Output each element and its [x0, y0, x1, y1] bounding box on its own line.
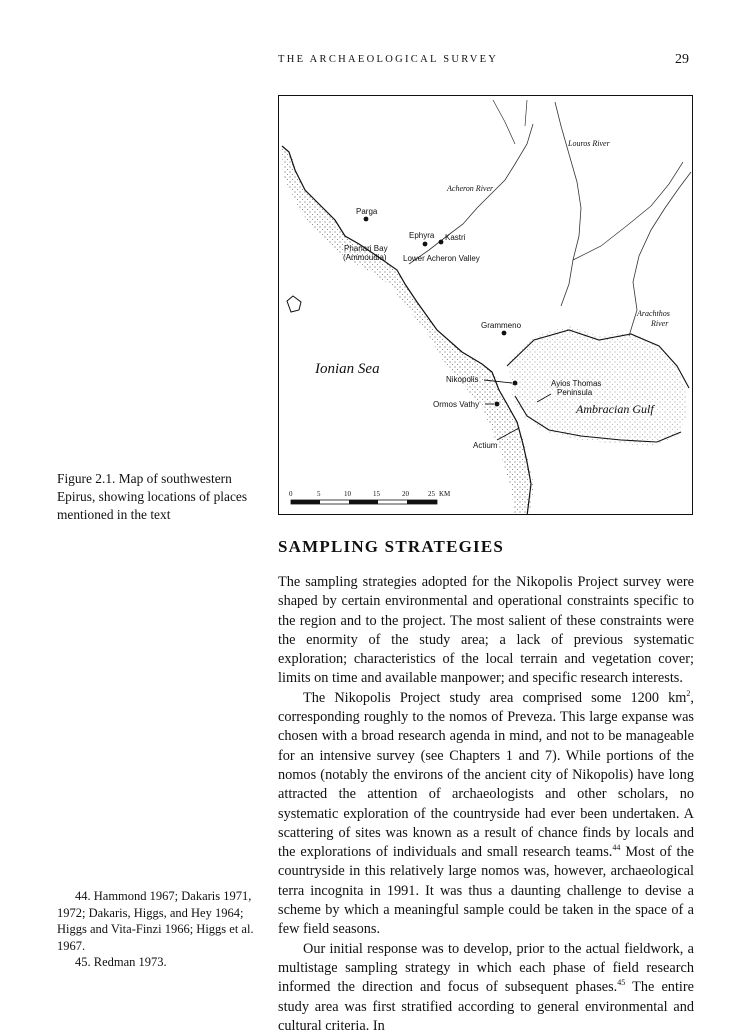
footnote-45: 45. Redman 1973. [75, 955, 167, 970]
footnote-ref-44: 44 [612, 843, 621, 853]
arachthos-label: Arachthos [637, 309, 670, 318]
scale-tick-25: 25 [428, 490, 435, 498]
ionian-sea-label: Ionian Sea [315, 361, 380, 377]
peninsula-label: Peninsula [557, 388, 593, 397]
kastri-label: Kastri [445, 233, 466, 242]
figure-caption: Figure 2.1. Map of southwestern Epirus, showing locations of places mentioned in the text [57, 471, 248, 522]
island [287, 296, 301, 312]
ephyra-label: Ephyra [409, 231, 435, 240]
arachthos-river-label: River [651, 319, 669, 328]
coastline [282, 146, 531, 515]
paragraph-2: The Nikopolis Project study area comprised some 1200 $km^2$, corresponding roughly to the nomos of Preveza. This large expanse was chosen with a broad research agenda in mind, and not to be manageable for an intensive survey (see Chapters 1 and 7). While portions of the nomos (notably the environs of the ancient city of Nikopolis) have long attracted the attention of archaeologists and other scholars, no systematic exploration of the countryside had ever been undertaken. A scattering of sites was known as a result of chance finds by locals and the explorations of individuals and small research teams.$^{44}$ Most of the countryside in this relatively large nomos was, however, archaeological terra incognita in 1991. It was thus a daunting challenge to devise a scheme by which a meaningful sample could be taken in the space of a few field seasons. [278, 689, 695, 938]
grammeno-dot [502, 331, 507, 336]
footnote-ref-45: 45 [617, 978, 626, 988]
phanari-bay-label: Phanari Bay [344, 244, 388, 253]
louros-river [555, 102, 581, 306]
lower-acheron-label: Lower Acheron Valley [403, 254, 480, 263]
footnote-44: 44. Hammond 1967; Dakaris 1971, 1972; Dakaris, Higgs, and Hey 1964; Higgs and Vita-Finzi 1966; Higgs et al. 1967. [57, 889, 254, 953]
louros-river-label: Louros River [568, 139, 610, 148]
louros-tributary [573, 162, 683, 260]
ayios-thomas-label: Ayios Thomas [551, 379, 602, 388]
scale-unit: KM [439, 490, 451, 498]
scale-tick-10: 10 [344, 490, 351, 498]
acheron-river [409, 124, 533, 264]
body-text [278, 573, 694, 1036]
ormos-vathy-label: Ormos Vathy [433, 400, 480, 409]
scale-tick-15: 15 [373, 490, 380, 498]
upper-stream [493, 100, 527, 144]
actium-label: Actium [473, 441, 498, 450]
nikopolis-label: Nikopolis [446, 375, 479, 384]
parga-label: Parga [356, 207, 378, 216]
scale-tick-0: 0 [289, 490, 293, 498]
coastal-stipple [282, 148, 534, 515]
ammoudia-label: (Ammoudia) [343, 253, 387, 262]
ephyra-dot [423, 242, 428, 247]
paragraph-3: Our initial response was to develop, prior to the actual fieldwork, a multistage sampling strategy in which each phase of field research informed the direction and focus of subsequent phases.$^{45}$ The entire study area was first stratified according to general environmental and cultural criteria. In [278, 940, 694, 1034]
scale-bar [289, 490, 451, 504]
paragraph-1: The sampling strategies adopted for the Nikopolis Project survey were shaped by certain environmental and operational constraints specific to the region and to the project. The most salient of these constraints were the enormity of the study area; a lack of previous systematic exploration; characteristics of the local terrain and vegetation cover; limits on time and available manpower; and specific research interests. [278, 574, 694, 687]
footnotes [57, 888, 262, 971]
ambracian-gulf-label: Ambracian Gulf [576, 402, 654, 416]
ormos-vathy-dot [495, 402, 500, 407]
map-figure [278, 95, 693, 515]
scale-tick-5: 5 [317, 490, 321, 498]
parga-dot [364, 217, 369, 222]
grammeno-label: Grammeno [481, 321, 522, 330]
section-heading: SAMPLING STRATEGIES [278, 537, 505, 556]
running-header: THE ARCHAEOLOGICAL SURVEY [278, 54, 499, 65]
kastri-dot [439, 240, 444, 245]
page-number: 29 [675, 52, 689, 67]
nikopolis-dot [513, 381, 518, 386]
scale-tick-20: 20 [402, 490, 409, 498]
acheron-river-label: Acheron River [447, 184, 494, 193]
